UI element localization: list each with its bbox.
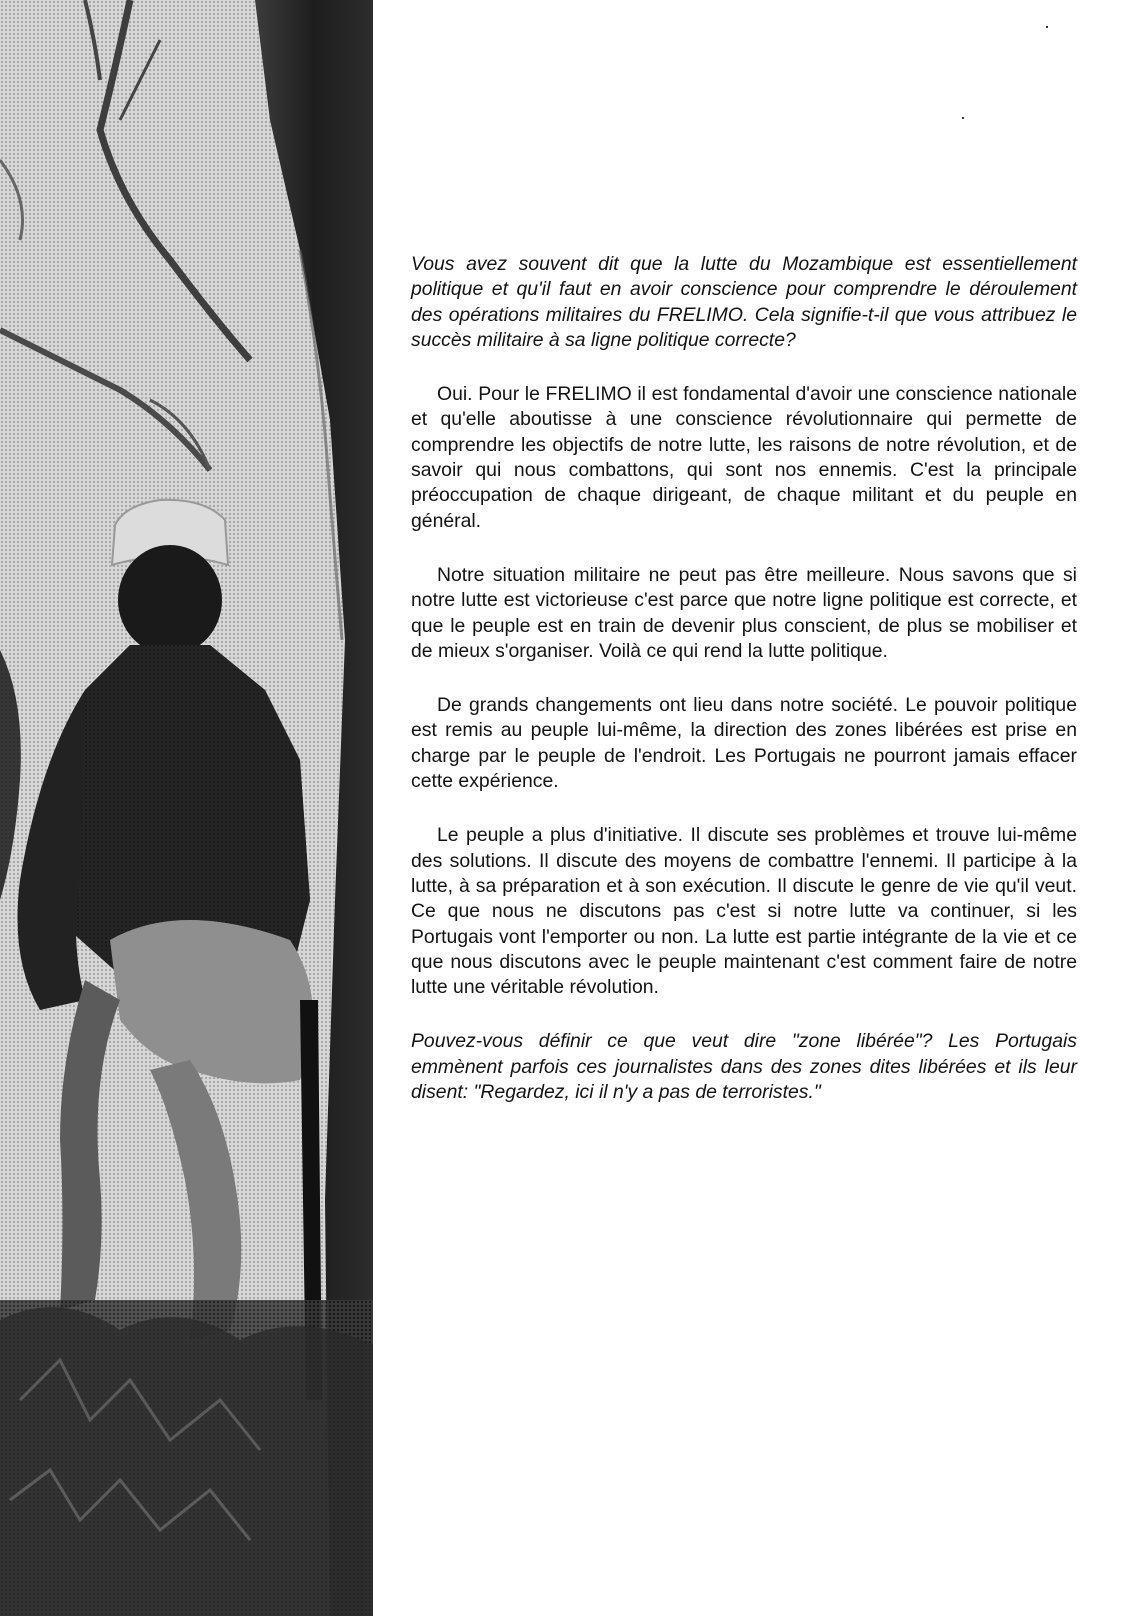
answer-paragraph: Le peuple a plus d'initiative. Il discute ses problèmes et trouve lui-même des solutions. Il discute des moyens de combattre l'ennemi. Il participe à la lutte, à sa préparation et à son exécution. Il discute le genre de vie qu'il veut. Ce que nous ne discutons pas c'est si notre lutte va continuer, si les Portugais vont l'emporter ou non. La lutte est partie intégrante de la vie et ce que nous discutons avec le peuple maintenant c'est comment faire de notre lutte une véritable révolution.	[411, 824, 1077, 999]
answer-paragraph: Oui. Pour le FRELIMO il est fondamental d'avoir une conscience nationale et qu'elle aboutisse à une conscience révolutionnaire qui permette de comprendre les objectifs de notre lutte, les raisons de notre révolution, et de savoir qui nous combattons, qui sont nos ennemis. C'est la principale préoccupation de chaque dirigeant, de chaque militant et du peuple en général.	[411, 383, 1077, 532]
halftone-photo-man-seated-under-tree-icon	[0, 0, 373, 1616]
interview-article	[411, 252, 1077, 1134]
answer-paragraph: Notre situation militaire ne peut pas être meilleure. Nous savons que si notre lutte est victorieuse c'est parce que notre ligne politique est correcte, et que le peuple est en train de devenir plus conscient, de plus se mobiliser et de mieux s'organiser. Voilà ce qui rend la lutte politique.	[411, 563, 1077, 662]
question-paragraph: Vous avez souvent dit que la lutte du Mozambique est essentiellement politique et qu'il faut en avoir conscience pour comprendre le déroulement des opérations militaires du FRELIMO. Cela signifie-t-il que vous attribuez le succès militaire à sa ligne politique correcte?	[411, 253, 1077, 351]
photograph	[0, 0, 373, 1616]
speck-mark	[1046, 26, 1048, 28]
speck-mark	[962, 117, 964, 119]
answer-paragraph: De grands changements ont lieu dans notre société. Le pouvoir politique est remis au peuple lui-même, la direction des zones libérées est prise en charge par le peuple de l'endroit. Les Portugais ne pourront jamais effacer cette expérience.	[411, 694, 1077, 793]
question-paragraph: Pouvez-vous définir ce que veut dire "zone libérée"? Les Portugais emmènent parfois ces journalistes dans des zones dites libérées et ils leur disent: "Regardez, ici il n'y a pas de terroristes."	[411, 1030, 1077, 1104]
